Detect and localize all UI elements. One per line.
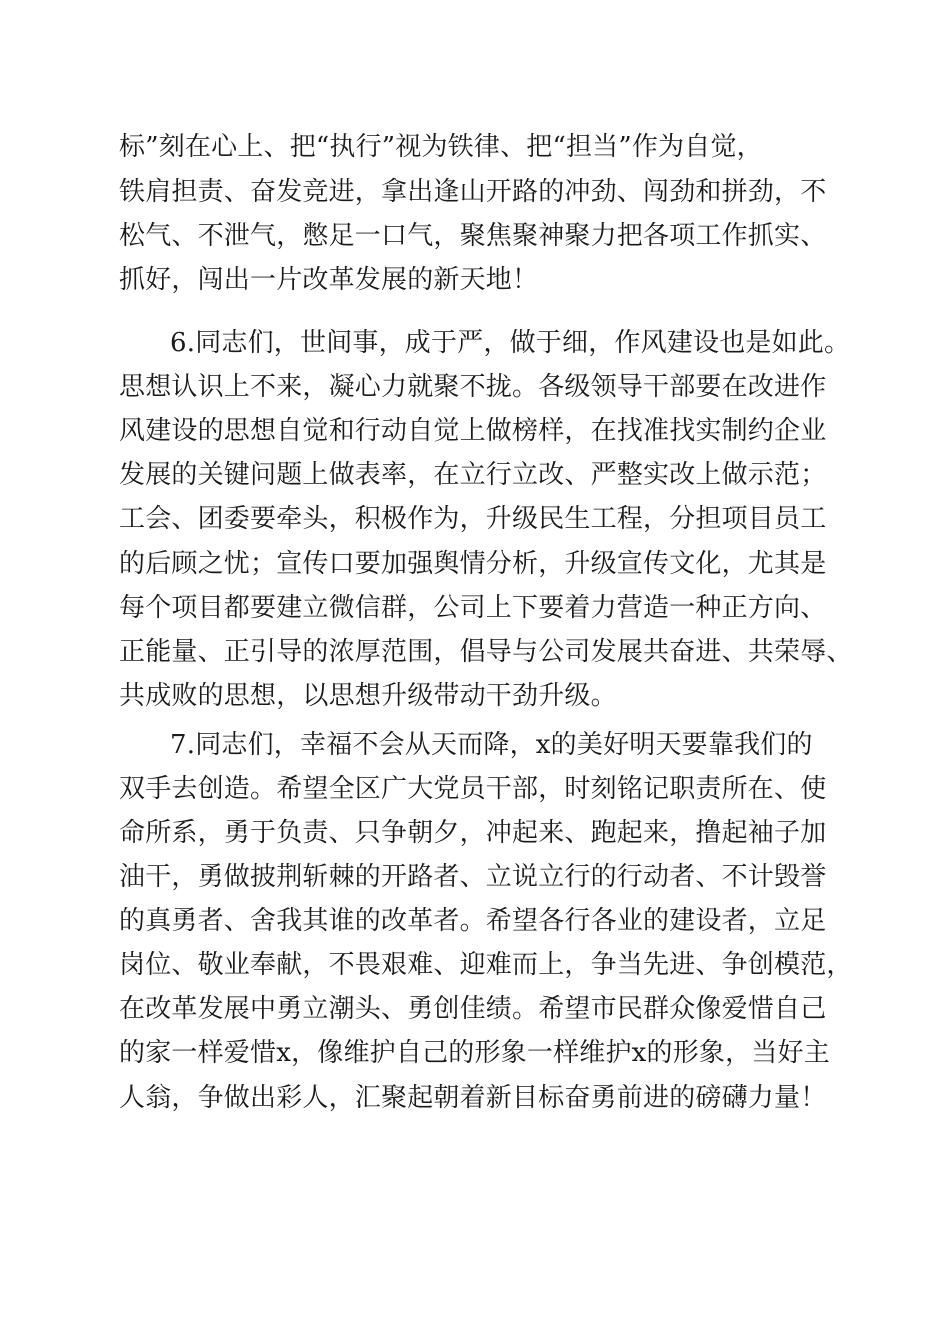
text-line: 抓好，闯出一片改革发展的新天地！ (119, 265, 539, 295)
text-line: 松气、不泄气，憋足一口气，聚焦聚神聚力把各项工作抓实、 (119, 221, 827, 251)
text-line: 铁肩担责、奋发竞进，拿出逢山开路的冲劲、闯劲和拼劲，不 (119, 177, 827, 207)
text-line: 思想认识上不来，凝心力就聚不拢。各级领导干部要在改进作 (119, 372, 827, 402)
text-line: 的真勇者、舍我其谁的改革者。希望各行各业的建设者，立足 (119, 906, 827, 936)
text-line: 标”刻在心上、把“执行”视为铁律、把“担当”作为自觉， (119, 132, 763, 162)
text-line: 每个项目都要建立微信群，公司上下要着力营造一种正方向、 (119, 593, 827, 623)
text-line: 发展的关键问题上做表率，在立行立改、严整实改上做示范； (119, 460, 827, 490)
text-line: 共成败的思想，以思想升级带动干劲升级。 (119, 681, 617, 711)
text-line: 命所系，勇于负责、只争朝夕，冲起来、跑起来，撸起袖子加 (119, 818, 827, 848)
text-line: 双手去创造。希望全区广大党员干部，时刻铭记职责所在、使 (119, 774, 827, 804)
text-line: 油干，勇做披荆斩棘的开路者、立说立行的行动者、不计毁誉 (119, 862, 827, 892)
text-line: 岗位、敬业奉献，不畏艰难、迎难而上，争当先进、争创模范， (119, 950, 853, 980)
text-line: 风建设的思想自觉和行动自觉上做榜样，在找准找实制约企业 (119, 416, 827, 446)
text-line: 人翁，争做出彩人，汇聚起朝着新目标奋勇前进的磅礴力量！ (119, 1083, 827, 1113)
text-line: 工会、团委要牵头，积极作为，升级民生工程，分担项目员工 (119, 504, 827, 534)
paragraph-6-start: 6.同志们，世间事，成于严，做于细，作风建设也是如此。 (170, 328, 851, 358)
text-line: 的家一样爱惜x，像维护自己的形象一样维护x的形象，当好主 (119, 1038, 830, 1068)
text-line: 的后顾之忧；宣传口要加强舆情分析，升级宣传文化，尤其是 (119, 549, 827, 579)
text-line: 在改革发展中勇立潮头、勇创佳绩。希望市民群众像爱惜自己 (119, 994, 827, 1024)
paragraph-7-start: 7.同志们，幸福不会从天而降，x的美好明天要靠我们的 (170, 730, 813, 760)
text-line: 正能量、正引导的浓厚范围，倡导与公司发展共奋进、共荣辱、 (119, 637, 853, 667)
